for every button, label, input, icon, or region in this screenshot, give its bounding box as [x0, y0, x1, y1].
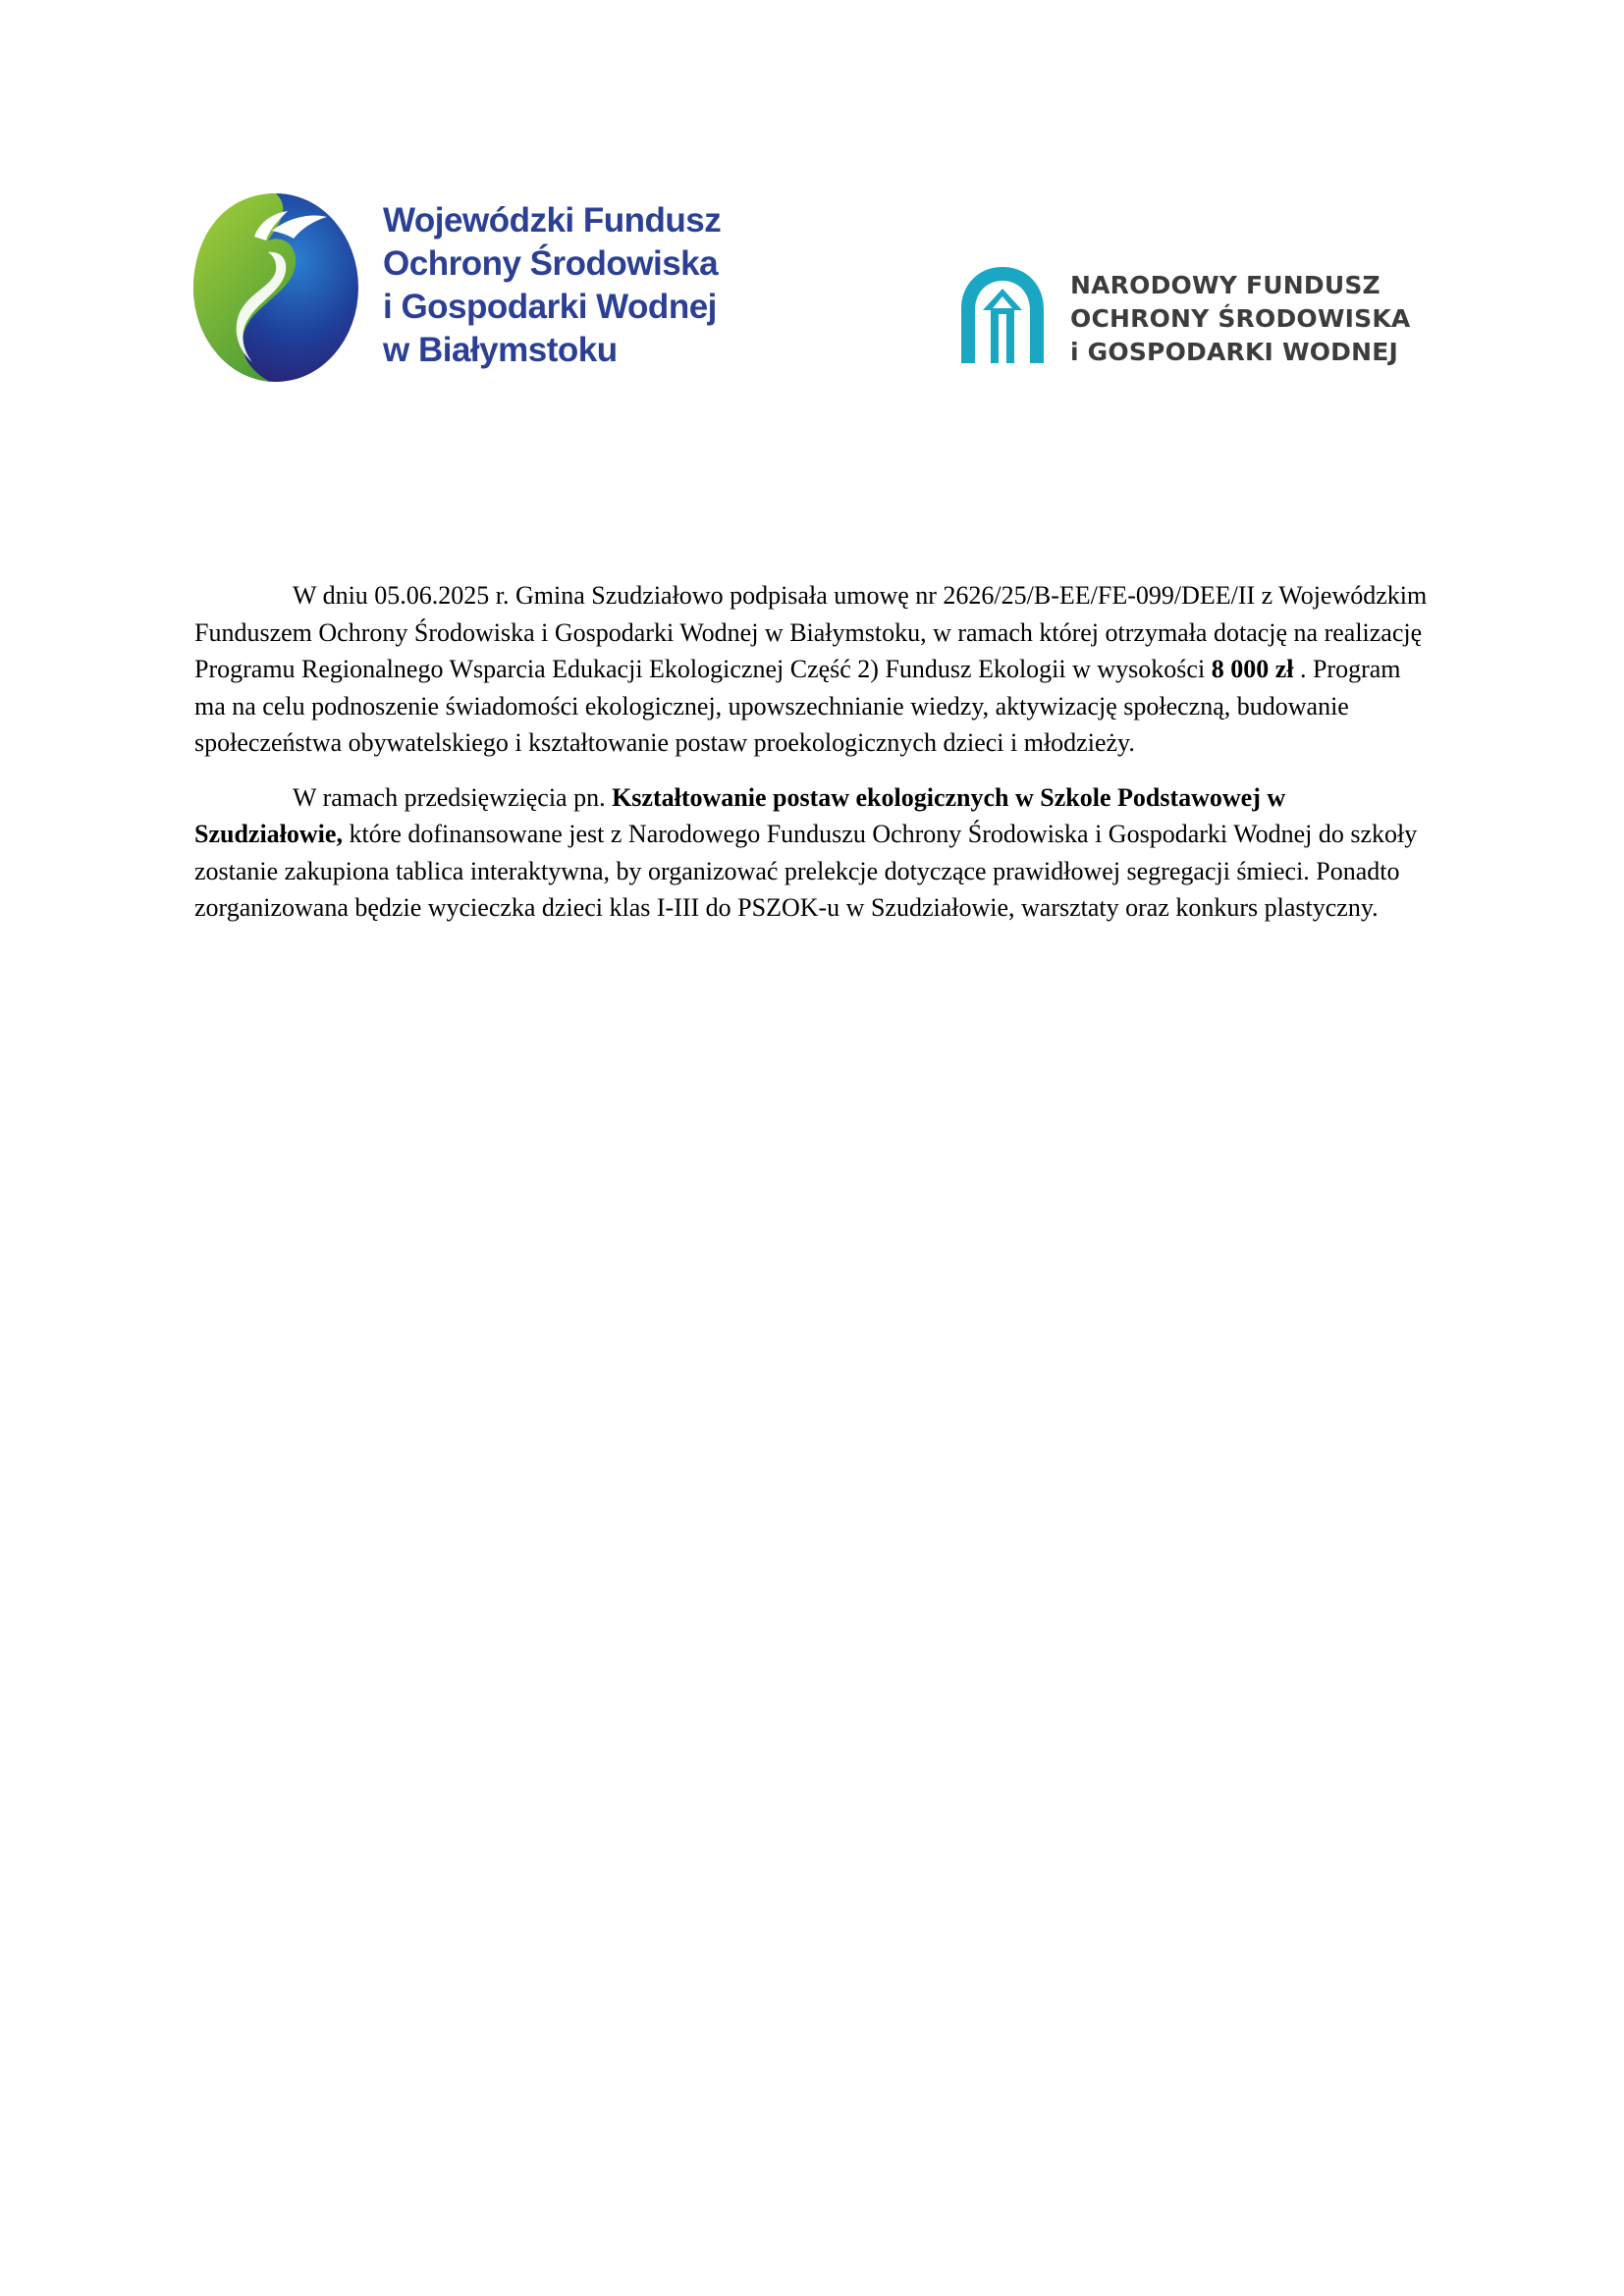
wfosigw-logo-line-4: w Białymstoku [383, 331, 618, 369]
paragraph-agreement [194, 577, 1436, 762]
wfosigw-bialystok-emblem-icon [191, 191, 360, 384]
wfosigw-logo-line-3: i Gospodarki Wodnej [383, 288, 717, 326]
wfosigw-logo-line-2: Ochrony Środowiska [383, 244, 719, 283]
document-body [194, 577, 1436, 944]
grant-amount: 8 000 zł [1211, 655, 1294, 683]
paragraph-project [194, 779, 1436, 927]
agreement-text-end: . Program ma na celu podnoszenie świadomości ekologicznej, upowszechnianie wiedzy, aktywizację społeczną, budowanie społeczeństwa obywatelskiego i kształtowanie postaw proekologicznych dzieci i młodzieży. [194, 655, 1401, 757]
wfosigw-logo-line-1: Wojewódzki Fundusz [383, 201, 722, 240]
project-text-start: W ramach przedsięwzięcia pn. [293, 782, 613, 812]
agreement-text-start: W dniu 05.06.2025 r. Gmina Szudziałowo podpisała umowę nr 2626/25/B-EE/FE-099/DEE/II z Wojewódzkim Funduszem Ochrony Środowiska i Gospodarki Wodnej w Białymstoku, w ramach której otrzymała dotację na realizację Programu Regionalnego Wsparcia Edukacji Ekologicznej Część 2) Fundusz Ekologii w wysokości [194, 581, 1428, 683]
nfosigw-logo-line-3: i GOSPODARKI WODNEJ [1070, 338, 1399, 366]
nfosigw-logo-line-2: OCHRONY ŚRODOWISKA [1070, 304, 1411, 333]
nfosigw-logo [957, 263, 1411, 371]
project-name: Kształtowanie postaw ekologicznych w Szkole Podstawowej w Szudziałowie, [194, 782, 1286, 848]
nfosigw-emblem-icon [957, 263, 1048, 367]
project-text-end: które dofinansowane jest z Narodowego Funduszu Ochrony Środowiska i Gospodarki Wodnej do szkoły zostanie zakupiona tablica interaktywna, by organizować prelekcje dotyczące prawidłowej segregacji śmieci. Ponadto zorganizowana będzie wycieczka dzieci klas I-III do PSZOK-u w Szudziałowie, warsztaty oraz konkurs plastyczny. [194, 820, 1418, 922]
nfosigw-logo-line-1: NARODOWY FUNDUSZ [1070, 271, 1380, 299]
document-header [0, 0, 1624, 412]
wfosigw-logo [191, 191, 722, 388]
